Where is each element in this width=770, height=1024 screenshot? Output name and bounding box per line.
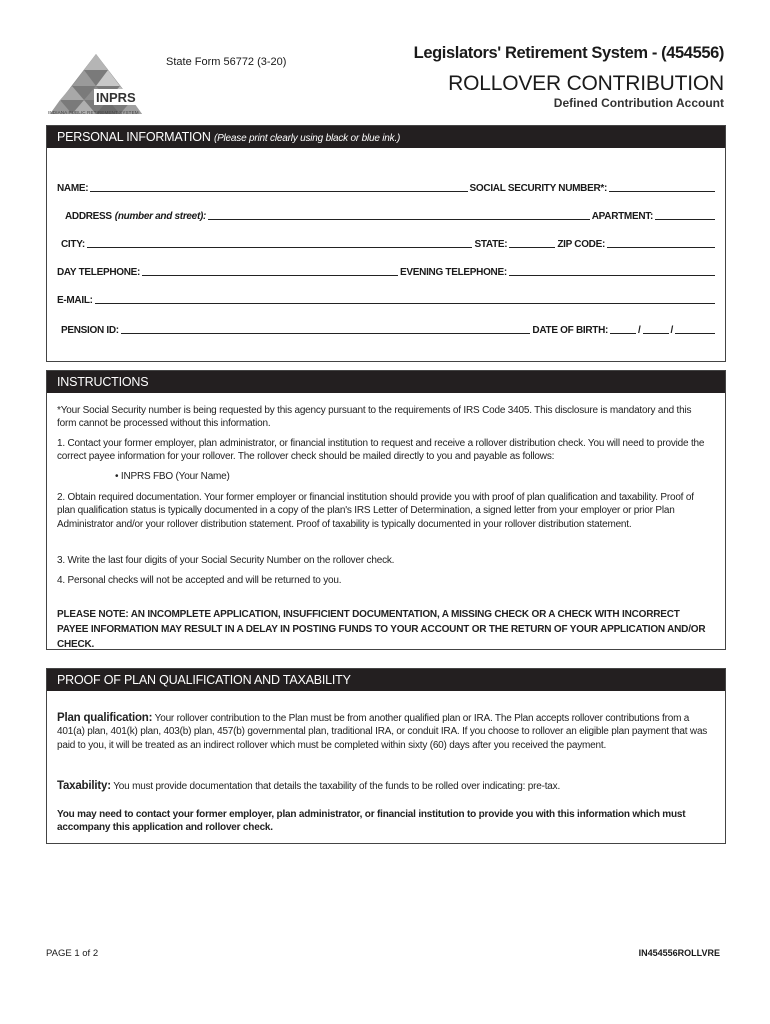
dob-separator: / xyxy=(638,325,641,336)
plan-qualification-label: Plan qualification: xyxy=(57,712,153,724)
proof-heading: PROOF OF PLAN QUALIFICATION AND TAXABILITY xyxy=(47,669,725,691)
email-label: E-MAIL: xyxy=(57,295,93,306)
instruction-step-2: 2. Obtain required documentation. Your former employer or financial institution should provide you with proof of plan qualification and taxability. Proof of plan qualification status is typically documented in a copy of the plan's IRS Letter of Determination, a signed letter from your employer or prior Plan Administrator and/or your rollover distribution statement. Proof of taxability is typically documented in your rollover distribution statement. xyxy=(57,492,694,530)
form-title: ROLLOVER CONTRIBUTION xyxy=(448,72,724,95)
logo-brand: INPRS xyxy=(96,90,136,105)
pension-id-input[interactable] xyxy=(121,332,531,334)
form-number: State Form 56772 (3-20) xyxy=(166,56,287,68)
logo-tagline: INDIANA PUBLIC RETIREMENT SYSTEM xyxy=(48,110,139,115)
name-row xyxy=(57,180,717,194)
apartment-label: APARTMENT: xyxy=(591,211,653,222)
state-input[interactable] xyxy=(509,246,555,248)
taxability-paragraph xyxy=(57,780,713,793)
taxability-label: Taxability: xyxy=(57,780,111,792)
plan-qualification-paragraph xyxy=(57,712,713,752)
instruction-step-3: 3. Write the last four digits of your Social Security Number on the rollover check. xyxy=(57,555,395,566)
plan-qualification-text: Your rollover contribution to the Plan must be from another qualified plan or IRA. The Plan accepts rollover contributions from a 401(a) plan, 401(k) plan, 403(b) plan, 457(b) governmental plan, traditional IRA, or conduit IRA. If you choose to rollover an eligible plan payment that was paid to you, it will be treated as an indirect rollover which must be completed within sixty (60) days after you received the payment. xyxy=(57,713,708,751)
evening-phone-label: EVENING TELEPHONE: xyxy=(400,267,507,278)
zip-input[interactable] xyxy=(607,246,715,248)
day-phone-label: DAY TELEPHONE: xyxy=(57,267,141,278)
name-input[interactable] xyxy=(90,190,467,192)
form-subtitle: Defined Contribution Account xyxy=(553,96,724,110)
instructions-section xyxy=(46,370,726,650)
address-input[interactable] xyxy=(208,218,590,220)
please-note: PLEASE NOTE: AN INCOMPLETE APPLICATION, INSUFFICIENT DOCUMENTATION, A MISSING CHECK OR A CHECK WITH INCORRECT PAYEE INFORMATION MAY RESULT IN A DELAY IN POSTING FUNDS TO YOUR ACCOUNT OR THE RETURN OF YOUR APPLICATION AND/OR CHECK. xyxy=(57,609,706,650)
dob-label: DATE OF BIRTH: xyxy=(532,325,609,336)
system-title: Legislators' Retirement System - (454556) xyxy=(413,44,724,62)
instruction-step-1: 1. Contact your former employer, plan administrator, or financial institution to request and receive a rollover distribution check. You will need to provide the correct payee information for your rollover. The rollover check should be mailed directly to you and payable as follows: xyxy=(57,438,705,463)
email-input[interactable] xyxy=(95,302,715,304)
email-row xyxy=(57,292,717,306)
address-row xyxy=(65,208,717,222)
proof-section xyxy=(46,668,726,844)
city-label: CITY: xyxy=(61,239,85,250)
name-label: NAME: xyxy=(57,183,89,194)
page-number: PAGE 1 of 2 xyxy=(46,948,99,959)
apartment-input[interactable] xyxy=(655,218,715,220)
zip-label: ZIP CODE: xyxy=(557,239,605,250)
instructions-heading: INSTRUCTIONS xyxy=(47,371,725,393)
header-titles xyxy=(414,44,724,110)
phone-row xyxy=(57,264,717,278)
dob-separator: / xyxy=(670,325,673,336)
dob-day-input[interactable] xyxy=(643,332,669,334)
state-label: STATE: xyxy=(474,239,508,250)
section-title: PERSONAL INFORMATION xyxy=(57,130,211,144)
address-note: (number and street): xyxy=(114,211,207,222)
evening-phone-input[interactable] xyxy=(509,274,715,276)
contact-note: You may need to contact your former employer, plan administrator, or financial institution to provide you with this information which must accompany this application and rollover check. xyxy=(57,809,686,834)
personal-information-section xyxy=(46,125,726,362)
personal-information-heading xyxy=(47,126,725,148)
dob-month-input[interactable] xyxy=(610,332,636,334)
pension-row xyxy=(61,322,717,336)
payee-line: • INPRS FBO (Your Name) xyxy=(115,471,230,482)
ink-note: (Please print clearly using black or blue ink.) xyxy=(213,133,401,144)
taxability-text: You must provide documentation that details the taxability of the funds to be rolled over indicating: pre-tax. xyxy=(113,781,561,792)
ssn-label: SOCIAL SECURITY NUMBER*: xyxy=(469,183,607,194)
city-input[interactable] xyxy=(87,246,473,248)
ssn-input[interactable] xyxy=(609,190,715,192)
address-label: ADDRESS xyxy=(65,211,112,222)
dob-year-input[interactable] xyxy=(675,332,715,334)
form-code: IN454556ROLLVRE xyxy=(638,948,720,958)
inprs-logo xyxy=(48,52,144,118)
city-row xyxy=(61,236,717,250)
pension-id-label: PENSION ID: xyxy=(61,325,119,336)
day-phone-input[interactable] xyxy=(142,274,398,276)
ssn-notice: *Your Social Security number is being requested by this agency pursuant to the requirements of IRS Code 3405. This disclosure is mandatory and this form cannot be processed without this information. xyxy=(57,405,692,430)
instruction-step-4: 4. Personal checks will not be accepted and will be returned to you. xyxy=(57,575,342,586)
